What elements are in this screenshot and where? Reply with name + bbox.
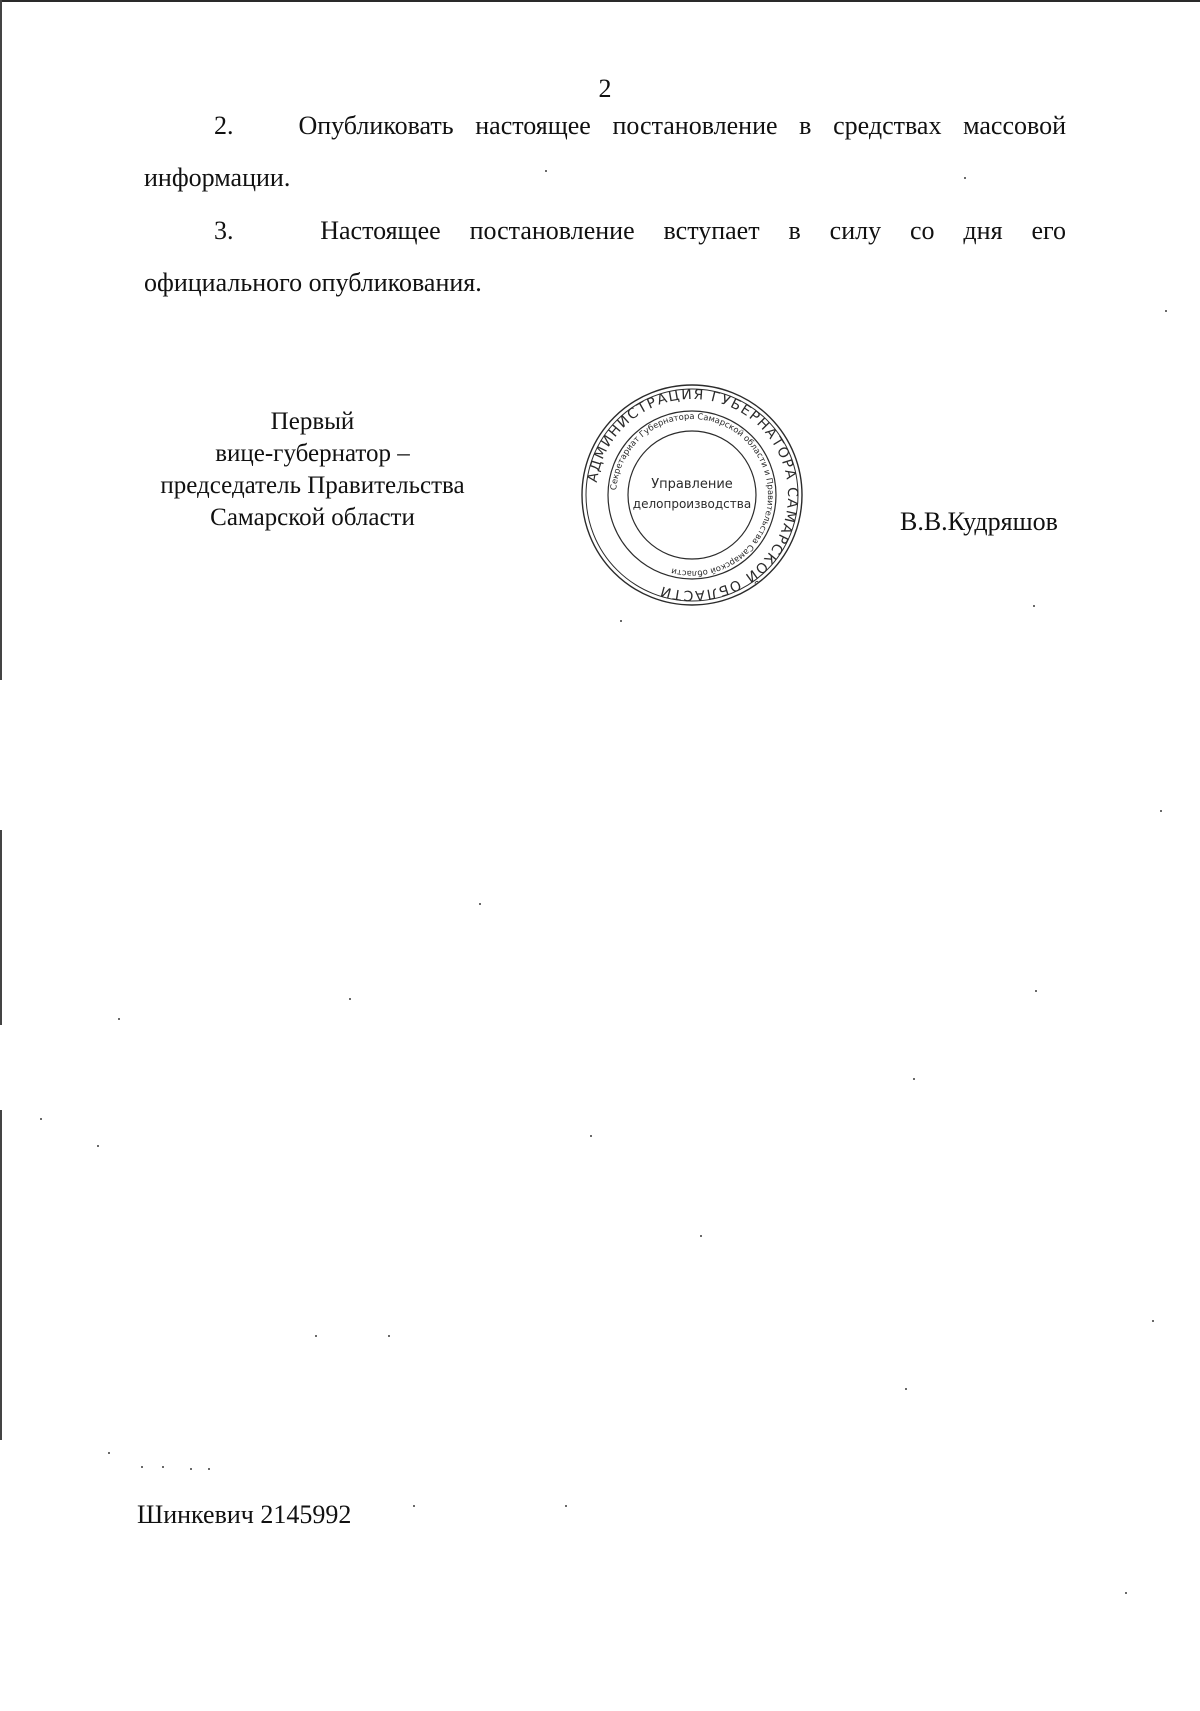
signer-title-line: вице-губернатор – bbox=[215, 440, 410, 467]
scan-speck bbox=[913, 1078, 915, 1080]
scan-speck bbox=[620, 620, 622, 622]
scan-speck bbox=[315, 1335, 317, 1337]
scan-speck bbox=[964, 177, 966, 179]
paragraph-text: Настоящее постановление вступает в силу со дня его bbox=[320, 216, 1066, 245]
scan-speck bbox=[1125, 1592, 1127, 1594]
scan-speck bbox=[118, 1018, 120, 1020]
scan-speck bbox=[1033, 605, 1035, 607]
scan-speck bbox=[349, 998, 351, 1000]
signer-title-line: Самарской области bbox=[210, 504, 415, 531]
scan-speck bbox=[1152, 1320, 1154, 1322]
paragraph-number: 2. bbox=[214, 111, 234, 140]
scan-speck bbox=[479, 903, 481, 905]
signer-title bbox=[140, 406, 485, 534]
page-number: 2 bbox=[598, 74, 612, 103]
seal-inner-text: Секретариат Губернатора Самарской области и Правительства Самарской области bbox=[608, 410, 777, 580]
scan-border-top bbox=[0, 0, 1200, 2]
scan-speck bbox=[545, 170, 547, 172]
paragraph-line-first bbox=[144, 205, 1066, 257]
scan-speck bbox=[1165, 310, 1167, 312]
signer-title-line: Первый bbox=[270, 408, 355, 435]
signer-title-line: председатель Правительства bbox=[160, 472, 465, 499]
official-seal-stamp bbox=[577, 380, 807, 610]
paragraph-text: Опубликовать настоящее постановление в средствах массовой bbox=[298, 111, 1067, 140]
signer-name: В.В.Кудряшов bbox=[900, 507, 1058, 536]
scan-speck bbox=[40, 1118, 42, 1120]
executor-contact: Шинкевич 2145992 bbox=[137, 1500, 352, 1529]
seal-center-line: делопроизводства bbox=[632, 497, 752, 511]
seal-center-line: Управление bbox=[651, 477, 733, 492]
scan-speck bbox=[141, 1466, 143, 1468]
scan-speck bbox=[208, 1468, 210, 1470]
scan-speck bbox=[1160, 810, 1162, 812]
seal-outer-text: АДМИНИСТРАЦИЯ ГУБЕРНАТОРА САМАРСКОЙ ОБЛАСТИ bbox=[584, 386, 801, 604]
scan-speck bbox=[700, 1235, 702, 1237]
paragraph-publish bbox=[144, 100, 1066, 204]
scan-speck bbox=[905, 1388, 907, 1390]
scan-speck bbox=[1035, 990, 1037, 992]
scan-speck bbox=[97, 1145, 99, 1147]
scan-speck bbox=[162, 1466, 164, 1468]
scan-speck bbox=[190, 1468, 192, 1470]
paragraph-line-first bbox=[144, 100, 1066, 152]
paragraph-line-last: официального опубликования. bbox=[144, 268, 482, 297]
scan-speck bbox=[388, 1335, 390, 1337]
paragraph-line-last: информации. bbox=[144, 163, 291, 192]
scan-border-left bbox=[0, 1110, 2, 1440]
scan-speck bbox=[108, 1452, 110, 1454]
scan-speck bbox=[590, 1135, 592, 1137]
scan-border-left bbox=[0, 0, 2, 680]
paragraph-number: 3. bbox=[214, 216, 234, 245]
scan-border-left bbox=[0, 830, 2, 1025]
scan-speck bbox=[565, 1505, 567, 1507]
paragraph-effective bbox=[144, 205, 1066, 309]
seal-ring bbox=[628, 431, 756, 559]
scan-speck bbox=[413, 1505, 415, 1507]
